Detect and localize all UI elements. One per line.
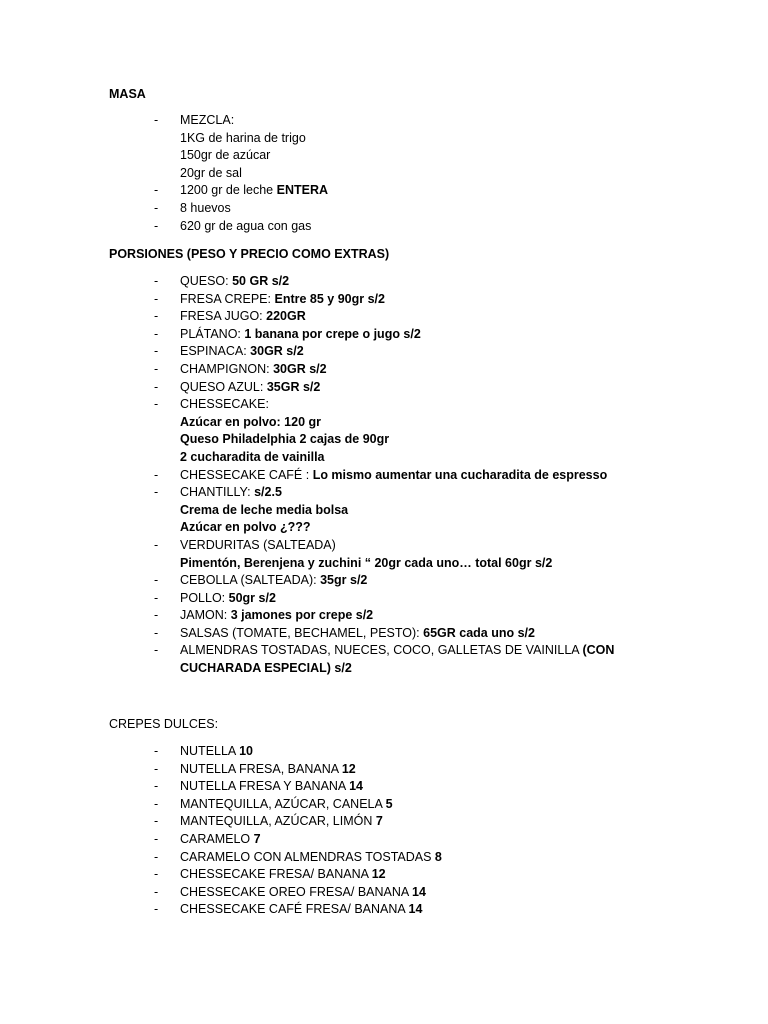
item-text: 1KG de harina de trigo — [180, 130, 306, 145]
item-line — [180, 901, 768, 919]
bullet-dash: - — [154, 849, 159, 864]
bullet-dash: - — [154, 113, 159, 127]
list-item — [0, 326, 768, 344]
item-text: CARAMELO CON ALMENDRAS TOSTADAS — [180, 849, 435, 864]
item-line — [180, 607, 768, 625]
item-text: FRESA JUGO: — [180, 309, 267, 324]
list-item — [0, 796, 768, 814]
item-line — [180, 519, 768, 537]
bullet-dash: - — [154, 625, 159, 640]
list-item — [0, 849, 768, 867]
bullet-dash: - — [154, 485, 159, 500]
item-text: MEZCLA: — [180, 113, 235, 127]
bullet-dash: - — [154, 590, 159, 605]
item-line — [180, 218, 768, 236]
bullet-dash: - — [154, 814, 159, 829]
item-text: POLLO: — [180, 590, 229, 605]
bold-text: 14 — [349, 779, 363, 794]
list-item — [0, 813, 768, 831]
bullet-dash: - — [154, 200, 159, 215]
item-line — [180, 537, 768, 555]
bullet-dash: - — [154, 608, 159, 623]
item-text: CHESSECAKE OREO FRESA/ BANANA — [180, 884, 413, 899]
list-item — [0, 778, 768, 796]
item-text: ESPINACA: — [180, 344, 251, 359]
bold-text: 5 — [385, 796, 393, 811]
item-line — [180, 484, 768, 502]
item-text: 150gr de azúcar — [180, 148, 271, 163]
item-text: CEBOLLA (SALTEADA): — [180, 573, 321, 588]
bullet-dash: - — [154, 779, 159, 794]
item-line — [180, 396, 768, 414]
item-text: MANTEQUILLA, AZÚCAR, LIMÓN — [180, 814, 376, 829]
item-text: QUESO: — [180, 274, 233, 288]
list-item — [0, 761, 768, 779]
item-line — [180, 200, 768, 218]
bold-text: 14 — [408, 902, 423, 917]
list-item — [0, 642, 768, 677]
item-line — [180, 273, 768, 291]
list-item — [0, 607, 768, 625]
list-item — [0, 866, 768, 884]
bold-text: 50gr s/2 — [228, 590, 276, 605]
item-line — [180, 849, 768, 867]
bold-text: s/2.5 — [254, 485, 282, 500]
bold-text: 7 — [375, 814, 383, 829]
bold-text: Azúcar en polvo ¿??? — [180, 520, 311, 535]
item-text: NUTELLA FRESA Y BANANA — [180, 779, 350, 794]
list-item — [0, 218, 768, 236]
bold-text: Azúcar en polvo: 120 gr — [180, 414, 322, 429]
bullet-dash: - — [154, 361, 159, 376]
item-line — [180, 147, 768, 165]
list-item — [0, 308, 768, 326]
item-line — [180, 590, 768, 608]
list-item — [0, 572, 768, 590]
item-line — [180, 414, 768, 432]
item-text: ALMENDRAS TOSTADAS, NUECES, COCO, GALLETAS DE VAINILLA — [180, 643, 583, 658]
list-item — [0, 361, 768, 379]
item-line — [180, 743, 768, 761]
list-item — [0, 884, 768, 902]
item-line — [180, 343, 768, 361]
item-text: CHAMPIGNON: — [180, 361, 274, 376]
bullet-dash: - — [154, 467, 159, 482]
list-item — [0, 901, 768, 919]
bullet-dash: - — [154, 761, 159, 776]
item-line — [180, 182, 768, 200]
porsiones-heading: PORSIONES (PESO Y PRECIO COMO EXTRAS) — [109, 247, 390, 261]
bullet-dash: - — [154, 218, 159, 233]
bullet-dash: - — [154, 643, 159, 658]
item-line — [180, 813, 768, 831]
list-item — [0, 291, 768, 309]
item-text: CARAMELO — [180, 831, 254, 846]
bold-text: 3 jamones por crepe s/2 — [230, 608, 374, 623]
item-text: 8 huevos — [180, 200, 231, 215]
bold-text: 50 GR s/2 — [232, 274, 290, 288]
bold-text: 30GR s/2 — [273, 361, 327, 376]
item-line — [180, 761, 768, 779]
item-text: FRESA CREPE: — [180, 291, 275, 306]
item-line — [180, 625, 768, 643]
bullet-dash: - — [154, 397, 159, 412]
bold-text: 7 — [253, 831, 261, 846]
list-item — [0, 379, 768, 397]
crepes-dulces-list — [0, 743, 768, 919]
item-text: CHANTILLY: — [180, 485, 255, 500]
list-item — [0, 484, 768, 537]
bold-text: CUCHARADA ESPECIAL) s/2 — [180, 661, 352, 676]
list-item — [0, 343, 768, 361]
item-text: 1200 gr de leche — [180, 183, 277, 198]
bullet-dash: - — [154, 537, 159, 552]
item-line — [180, 778, 768, 796]
bold-text: Pimentón, Berenjena y zuchini “ 20gr cada uno… total 60gr s/2 — [180, 555, 553, 570]
list-item — [0, 112, 768, 182]
item-text: SALSAS (TOMATE, BECHAMEL, PESTO): — [180, 625, 424, 640]
bold-text: Lo mismo aumentar una cucharadita de espresso — [312, 467, 608, 482]
bold-text: 10 — [239, 744, 253, 758]
item-text: NUTELLA — [180, 744, 240, 758]
item-text: JAMON: — [180, 608, 231, 623]
bullet-dash: - — [154, 309, 159, 324]
bold-text: Queso Philadelphia 2 cajas de 90gr — [180, 432, 390, 447]
bold-text: 30GR s/2 — [250, 344, 304, 359]
item-text: CHESSECAKE FRESA/ BANANA — [180, 867, 372, 882]
masa-heading: MASA — [109, 87, 146, 101]
bullet-dash: - — [154, 884, 159, 899]
list-item — [0, 831, 768, 849]
list-item — [0, 590, 768, 608]
bold-text: 220GR — [266, 309, 306, 324]
item-line — [180, 642, 768, 660]
item-text: QUESO AZUL: — [180, 379, 267, 394]
item-line — [180, 866, 768, 884]
bullet-dash: - — [154, 831, 159, 846]
item-text: CHESSECAKE: — [180, 397, 269, 412]
crepes-dulces-heading: CREPES DULCES: — [109, 717, 219, 731]
item-line — [180, 555, 768, 573]
bullet-dash: - — [154, 379, 159, 394]
list-item — [0, 467, 768, 485]
list-item — [0, 396, 768, 466]
list-item — [0, 625, 768, 643]
bold-text: 8 — [434, 849, 442, 864]
item-text: 620 gr de agua con gas — [180, 218, 312, 233]
item-text: CHESSECAKE CAFÉ : — [180, 467, 313, 482]
item-line — [180, 112, 768, 130]
bold-text: 1 banana por crepe o jugo s/2 — [244, 326, 421, 341]
bullet-dash: - — [154, 344, 159, 359]
item-line — [180, 831, 768, 849]
item-line — [180, 326, 768, 344]
bold-text: 12 — [341, 761, 356, 776]
item-text: VERDURITAS (SALTEADA) — [180, 537, 336, 552]
bold-text: Entre 85 y 90gr s/2 — [274, 291, 385, 306]
list-item — [0, 537, 768, 572]
bold-text: ENTERA — [276, 183, 329, 198]
bold-text: 2 cucharadita de vainilla — [180, 449, 325, 464]
bold-text: 65GR cada uno s/2 — [423, 625, 535, 640]
item-line — [180, 660, 768, 678]
list-item — [0, 743, 768, 761]
item-text: 20gr de sal — [180, 165, 242, 180]
bullet-dash: - — [154, 291, 159, 306]
bold-text: 35gr s/2 — [320, 573, 368, 588]
bullet-dash: - — [154, 902, 159, 917]
item-line — [180, 502, 768, 520]
item-line — [180, 572, 768, 590]
bold-text: 35GR s/2 — [266, 379, 321, 394]
item-text: PLÁTANO: — [180, 326, 245, 341]
item-line — [180, 130, 768, 148]
bullet-dash: - — [154, 796, 159, 811]
item-text: MANTEQUILLA, AZÚCAR, CANELA — [180, 796, 386, 811]
item-line — [180, 431, 768, 449]
item-line — [180, 361, 768, 379]
bold-text: 14 — [412, 884, 426, 899]
item-line — [180, 467, 768, 485]
bullet-dash: - — [154, 744, 159, 758]
list-item — [0, 200, 768, 218]
item-line — [180, 449, 768, 467]
item-line — [180, 884, 768, 902]
bullet-dash: - — [154, 326, 159, 341]
item-line — [180, 379, 768, 397]
list-item — [0, 182, 768, 200]
bold-text: (CON — [582, 643, 615, 658]
bullet-dash: - — [154, 183, 159, 198]
masa-list — [0, 112, 768, 235]
item-line — [180, 291, 768, 309]
porsiones-list — [0, 273, 768, 678]
item-line — [180, 308, 768, 326]
bullet-dash: - — [154, 867, 159, 882]
bullet-dash: - — [154, 573, 159, 588]
item-line — [180, 796, 768, 814]
list-item — [0, 273, 768, 291]
item-line — [180, 165, 768, 183]
bold-text: 12 — [371, 867, 386, 882]
item-text: CHESSECAKE CAFÉ FRESA/ BANANA — [180, 902, 409, 917]
bold-text: Crema de leche media bolsa — [180, 502, 349, 517]
bullet-dash: - — [154, 274, 159, 288]
item-text: NUTELLA FRESA, BANANA — [180, 761, 342, 776]
